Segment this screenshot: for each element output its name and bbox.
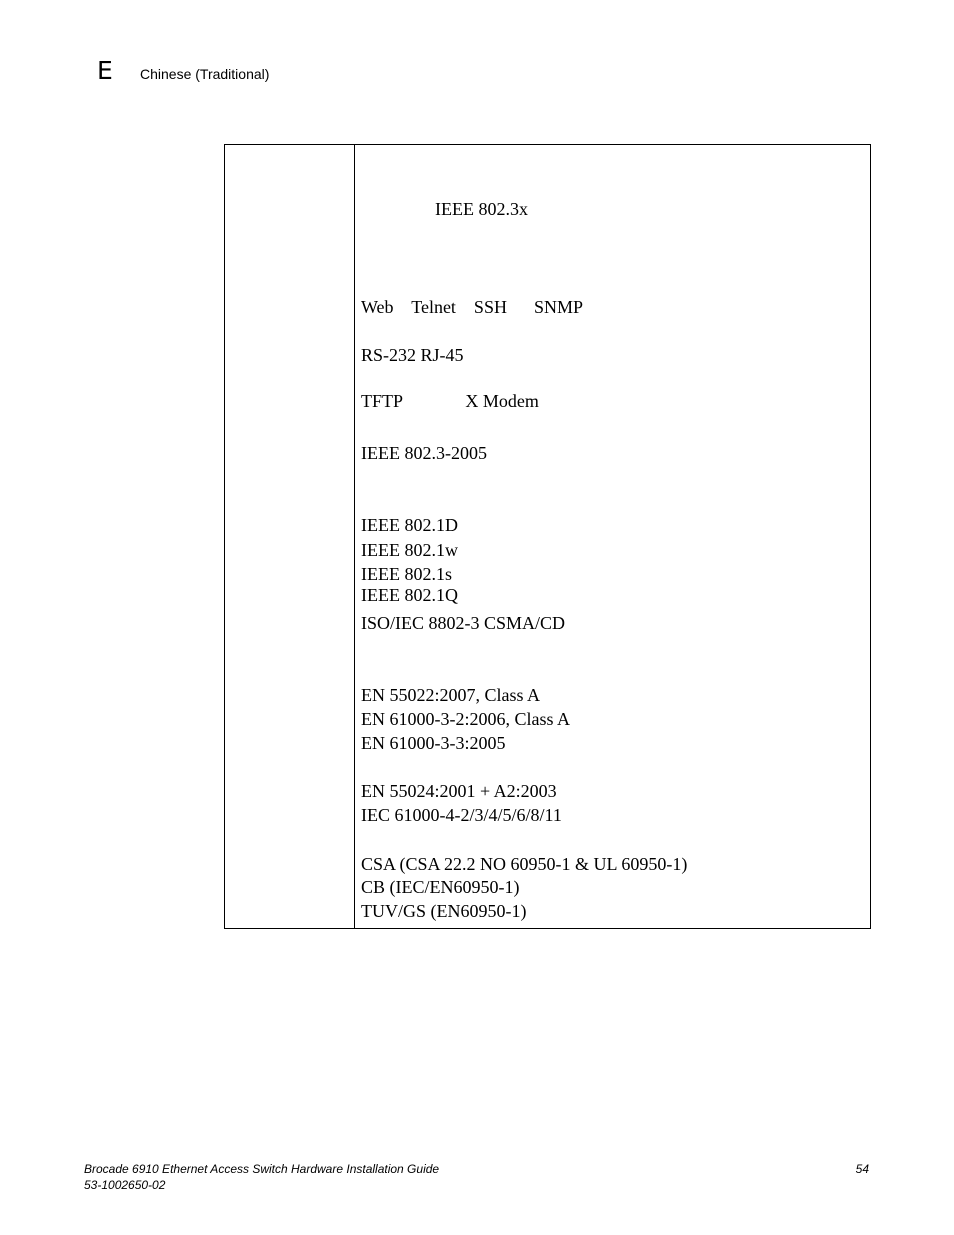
spec-line-immunity: IEC 61000-4-2/3/4/5/6/8/11 xyxy=(361,805,562,825)
spec-line-ethernet-standard: IEEE 802.3-2005 xyxy=(361,443,487,463)
column-divider xyxy=(354,145,355,928)
spec-line-upgrade: TFTP X Modem xyxy=(361,391,539,411)
spec-line-flow-control: IEEE 802.3x xyxy=(435,199,528,219)
spec-line-safety: CB (IEC/EN60950-1) xyxy=(361,877,520,897)
spec-line-immunity: EN 55024:2001 + A2:2003 xyxy=(361,781,557,801)
spec-line-standard: ISO/IEC 8802-3 CSMA/CD xyxy=(361,613,566,633)
section-title: Chinese (Traditional) xyxy=(140,66,270,82)
spec-line-standard: IEEE 802.1s xyxy=(361,564,452,584)
footer-guide-title: Brocade 6910 Ethernet Access Switch Hardware Installation Guide xyxy=(84,1162,440,1176)
spec-line-emissions: EN 61000-3-2:2006, Class A xyxy=(361,709,570,729)
spec-line-standard: IEEE 802.1D xyxy=(361,515,458,535)
spec-line-emissions: EN 55022:2007, Class A xyxy=(361,685,541,705)
footer-doc-number: 53-1002650-02 xyxy=(84,1178,166,1192)
appendix-letter: E xyxy=(97,56,113,85)
spec-line-safety: CSA (CSA 22.2 NO 60950-1 & UL 60950-1) xyxy=(361,854,688,874)
page-number: 54 xyxy=(855,1162,869,1176)
spec-line-emissions: EN 61000-3-3:2005 xyxy=(361,733,506,753)
spec-line-management: Web Telnet SSH SNMP xyxy=(361,297,583,317)
spec-line-console: RS-232 RJ-45 xyxy=(361,345,464,365)
specification-table xyxy=(224,144,871,929)
spec-line-safety: TUV/GS (EN60950-1) xyxy=(361,901,527,921)
spec-line-standard: IEEE 802.1w xyxy=(361,540,458,560)
spec-line-standard: IEEE 802.1Q xyxy=(361,585,458,605)
